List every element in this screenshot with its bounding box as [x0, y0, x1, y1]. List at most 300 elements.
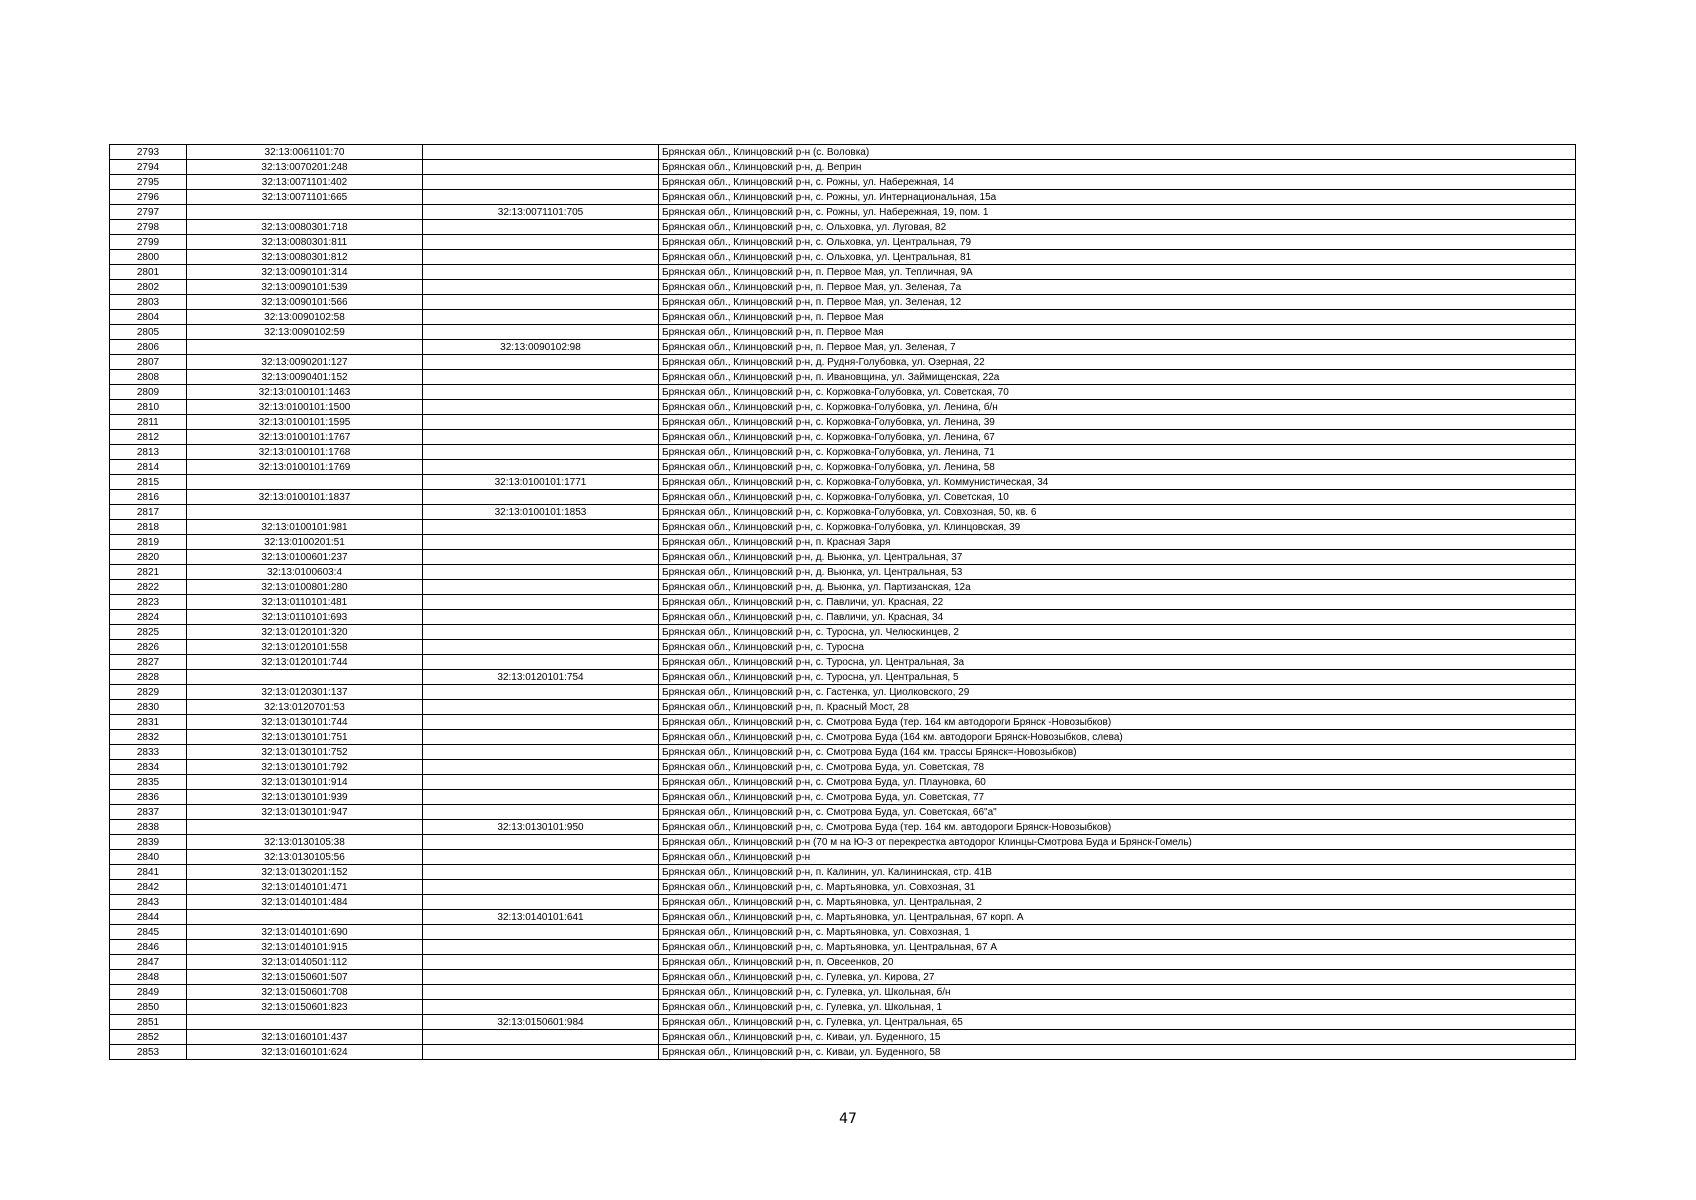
- cadastral-number-alt-cell: [423, 730, 659, 745]
- cadastral-number-cell: 32:13:0160101:437: [187, 1030, 423, 1045]
- cadastral-number-cell: 32:13:0120701:53: [187, 700, 423, 715]
- cadastral-number-cell: 32:13:0100101:1837: [187, 490, 423, 505]
- table-row: [110, 205, 1576, 220]
- cadastral-number-alt-cell: [423, 700, 659, 715]
- row-number-cell: 2849: [110, 985, 187, 1000]
- cadastral-number-alt-cell: [423, 715, 659, 730]
- table-row: [110, 595, 1576, 610]
- row-number-cell: 2841: [110, 865, 187, 880]
- row-number-cell: 2840: [110, 850, 187, 865]
- row-number-cell: 2810: [110, 400, 187, 415]
- cadastral-number-alt-cell: [423, 805, 659, 820]
- cadastral-number-cell: 32:13:0130101:947: [187, 805, 423, 820]
- cadastral-number-cell: 32:13:0100101:1768: [187, 445, 423, 460]
- cadastral-number-cell: 32:13:0150601:708: [187, 985, 423, 1000]
- table-row: [110, 250, 1576, 265]
- cadastral-number-cell: [187, 505, 423, 520]
- address-cell: Брянская обл., Клинцовский р-н, с. Ольховка, ул. Луговая, 82: [659, 220, 1576, 235]
- cadastral-number-alt-cell: [423, 625, 659, 640]
- row-number-cell: 2818: [110, 520, 187, 535]
- cadastral-number-alt-cell: [423, 745, 659, 760]
- row-number-cell: 2823: [110, 595, 187, 610]
- address-cell: Брянская обл., Клинцовский р-н, с. Мартьяновка, ул. Центральная, 67 корп. А: [659, 910, 1576, 925]
- cadastral-number-cell: 32:13:0100101:1769: [187, 460, 423, 475]
- cadastral-number-alt-cell: 32:13:0090102:98: [423, 340, 659, 355]
- address-cell: Брянская обл., Клинцовский р-н, с. Гулевка, ул. Школьная, б/н: [659, 985, 1576, 1000]
- table-row: [110, 220, 1576, 235]
- table-row: [110, 1000, 1576, 1015]
- address-cell: Брянская обл., Клинцовский р-н, д. Вьюнка, ул. Центральная, 53: [659, 565, 1576, 580]
- row-number-cell: 2817: [110, 505, 187, 520]
- cadastral-number-alt-cell: [423, 370, 659, 385]
- row-number-cell: 2819: [110, 535, 187, 550]
- cadastral-number-alt-cell: [423, 685, 659, 700]
- table-row: [110, 640, 1576, 655]
- row-number-cell: 2833: [110, 745, 187, 760]
- table-row: [110, 760, 1576, 775]
- cadastral-number-cell: 32:13:0071101:665: [187, 190, 423, 205]
- cadastral-number-cell: 32:13:0120101:320: [187, 625, 423, 640]
- row-number-cell: 2845: [110, 925, 187, 940]
- cadastral-number-cell: 32:13:0150601:823: [187, 1000, 423, 1015]
- row-number-cell: 2793: [110, 145, 187, 160]
- cadastral-number-alt-cell: [423, 520, 659, 535]
- cadastral-number-cell: 32:13:0090201:127: [187, 355, 423, 370]
- table-row: [110, 370, 1576, 385]
- cadastral-number-cell: 32:13:0100801:280: [187, 580, 423, 595]
- address-cell: Брянская обл., Клинцовский р-н, п. Красная Заря: [659, 535, 1576, 550]
- table-row: [110, 745, 1576, 760]
- table-row: [110, 235, 1576, 250]
- table-row: [110, 535, 1576, 550]
- address-cell: Брянская обл., Клинцовский р-н, с. Коржовка-Голубовка, ул. Ленина, 58: [659, 460, 1576, 475]
- cadastral-number-alt-cell: [423, 835, 659, 850]
- cadastral-number-cell: 32:13:0061101:70: [187, 145, 423, 160]
- cadastral-number-cell: 32:13:0100603:4: [187, 565, 423, 580]
- cadastral-number-cell: 32:13:0140101:471: [187, 880, 423, 895]
- cadastral-number-alt-cell: [423, 415, 659, 430]
- cadastral-number-alt-cell: [423, 535, 659, 550]
- address-cell: Брянская обл., Клинцовский р-н, п. Овсеенков, 20: [659, 955, 1576, 970]
- row-number-cell: 2820: [110, 550, 187, 565]
- cadastral-number-cell: 32:13:0130105:56: [187, 850, 423, 865]
- cadastral-number-cell: 32:13:0160101:624: [187, 1045, 423, 1060]
- address-cell: Брянская обл., Клинцовский р-н (с. Воловка): [659, 145, 1576, 160]
- row-number-cell: 2811: [110, 415, 187, 430]
- address-cell: Брянская обл., Клинцовский р-н, п. Первое Мая, ул. Зеленая, 12: [659, 295, 1576, 310]
- cadastral-number-cell: 32:13:0140101:484: [187, 895, 423, 910]
- cadastral-number-alt-cell: [423, 310, 659, 325]
- table-row: [110, 895, 1576, 910]
- row-number-cell: 2814: [110, 460, 187, 475]
- cadastral-number-alt-cell: [423, 490, 659, 505]
- row-number-cell: 2850: [110, 1000, 187, 1015]
- cadastral-number-alt-cell: [423, 955, 659, 970]
- cadastral-number-cell: 32:13:0100101:981: [187, 520, 423, 535]
- row-number-cell: 2805: [110, 325, 187, 340]
- table-row: [110, 190, 1576, 205]
- cadastral-number-cell: 32:13:0100201:51: [187, 535, 423, 550]
- cadastral-number-alt-cell: 32:13:0140101:641: [423, 910, 659, 925]
- cadastral-number-cell: 32:13:0130101:751: [187, 730, 423, 745]
- row-number-cell: 2847: [110, 955, 187, 970]
- cadastral-number-alt-cell: [423, 400, 659, 415]
- address-cell: Брянская обл., Клинцовский р-н, с. Гулевка, ул. Центральная, 65: [659, 1015, 1576, 1030]
- cadastral-number-alt-cell: [423, 790, 659, 805]
- address-cell: Брянская обл., Клинцовский р-н, с. Смотрова Буда, ул. Советская, 78: [659, 760, 1576, 775]
- row-number-cell: 2794: [110, 160, 187, 175]
- address-cell: Брянская обл., Клинцовский р-н, с. Павличи, ул. Красная, 34: [659, 610, 1576, 625]
- cadastral-number-cell: 32:13:0130101:752: [187, 745, 423, 760]
- table-row: [110, 700, 1576, 715]
- cadastral-number-cell: 32:13:0120101:744: [187, 655, 423, 670]
- row-number-cell: 2842: [110, 880, 187, 895]
- address-cell: Брянская обл., Клинцовский р-н, с. Мартьяновка, ул. Центральная, 67 А: [659, 940, 1576, 955]
- row-number-cell: 2838: [110, 820, 187, 835]
- address-cell: Брянская обл., Клинцовский р-н, с. Мартьяновка, ул. Совхозная, 1: [659, 925, 1576, 940]
- property-registry-table: [109, 144, 1576, 1060]
- row-number-cell: 2798: [110, 220, 187, 235]
- address-cell: Брянская обл., Клинцовский р-н: [659, 850, 1576, 865]
- cadastral-number-alt-cell: [423, 760, 659, 775]
- cadastral-number-alt-cell: [423, 880, 659, 895]
- cadastral-number-cell: 32:13:0110101:693: [187, 610, 423, 625]
- address-cell: Брянская обл., Клинцовский р-н, с. Коржовка-Голубовка, ул. Коммунистическая, 34: [659, 475, 1576, 490]
- cadastral-number-cell: 32:13:0130101:792: [187, 760, 423, 775]
- row-number-cell: 2853: [110, 1045, 187, 1060]
- table-row: [110, 970, 1576, 985]
- address-cell: Брянская обл., Клинцовский р-н, с. Смотрова Буда (тер. 164 км автодороги Брянск -Новозыбков): [659, 715, 1576, 730]
- address-cell: Брянская обл., Клинцовский р-н, с. Киваи, ул. Буденного, 58: [659, 1045, 1576, 1060]
- table-row: [110, 610, 1576, 625]
- row-number-cell: 2808: [110, 370, 187, 385]
- cadastral-number-alt-cell: [423, 220, 659, 235]
- cadastral-number-cell: 32:13:0090101:566: [187, 295, 423, 310]
- cadastral-number-cell: 32:13:0100101:1463: [187, 385, 423, 400]
- row-number-cell: 2837: [110, 805, 187, 820]
- table-row: [110, 790, 1576, 805]
- row-number-cell: 2797: [110, 205, 187, 220]
- address-cell: Брянская обл., Клинцовский р-н, п. Красный Мост, 28: [659, 700, 1576, 715]
- cadastral-number-cell: 32:13:0070201:248: [187, 160, 423, 175]
- cadastral-number-cell: 32:13:0120301:137: [187, 685, 423, 700]
- row-number-cell: 2821: [110, 565, 187, 580]
- cadastral-number-cell: [187, 340, 423, 355]
- cadastral-number-cell: 32:13:0080301:718: [187, 220, 423, 235]
- table-row: [110, 460, 1576, 475]
- cadastral-number-alt-cell: [423, 925, 659, 940]
- cadastral-number-cell: 32:13:0080301:812: [187, 250, 423, 265]
- address-cell: Брянская обл., Клинцовский р-н, с. Коржовка-Голубовка, ул. Совхозная, 50, кв. 6: [659, 505, 1576, 520]
- cadastral-number-cell: 32:13:0071101:402: [187, 175, 423, 190]
- cadastral-number-alt-cell: [423, 175, 659, 190]
- table-row: [110, 820, 1576, 835]
- table-row: [110, 985, 1576, 1000]
- address-cell: Брянская обл., Клинцовский р-н, с. Павличи, ул. Красная, 22: [659, 595, 1576, 610]
- row-number-cell: 2795: [110, 175, 187, 190]
- row-number-cell: 2812: [110, 430, 187, 445]
- address-cell: Брянская обл., Клинцовский р-н, д. Рудня-Голубовка, ул. Озерная, 22: [659, 355, 1576, 370]
- row-number-cell: 2846: [110, 940, 187, 955]
- cadastral-number-alt-cell: [423, 355, 659, 370]
- address-cell: Брянская обл., Клинцовский р-н, с. Смотрова Буда, ул. Плауновка, 60: [659, 775, 1576, 790]
- cadastral-number-alt-cell: 32:13:0120101:754: [423, 670, 659, 685]
- cadastral-number-cell: 32:13:0090101:539: [187, 280, 423, 295]
- address-cell: Брянская обл., Клинцовский р-н, с. Киваи, ул. Буденного, 15: [659, 1030, 1576, 1045]
- table-row: [110, 715, 1576, 730]
- cadastral-number-alt-cell: [423, 565, 659, 580]
- row-number-cell: 2852: [110, 1030, 187, 1045]
- cadastral-number-alt-cell: [423, 655, 659, 670]
- cadastral-number-cell: [187, 475, 423, 490]
- address-cell: Брянская обл., Клинцовский р-н, с. Рожны, ул. Набережная, 14: [659, 175, 1576, 190]
- address-cell: Брянская обл., Клинцовский р-н, с. Туросна, ул. Центральная, 5: [659, 670, 1576, 685]
- table-row: [110, 580, 1576, 595]
- row-number-cell: 2799: [110, 235, 187, 250]
- table-row: [110, 355, 1576, 370]
- row-number-cell: 2816: [110, 490, 187, 505]
- table-row: [110, 565, 1576, 580]
- cadastral-number-cell: 32:13:0090401:152: [187, 370, 423, 385]
- address-cell: Брянская обл., Клинцовский р-н, с. Мартьяновка, ул. Совхозная, 31: [659, 880, 1576, 895]
- table-row: [110, 445, 1576, 460]
- row-number-cell: 2813: [110, 445, 187, 460]
- address-cell: Брянская обл., Клинцовский р-н, с. Коржовка-Голубовка, ул. Советская, 10: [659, 490, 1576, 505]
- table-row: [110, 145, 1576, 160]
- table-row: [110, 325, 1576, 340]
- row-number-cell: 2836: [110, 790, 187, 805]
- row-number-cell: 2828: [110, 670, 187, 685]
- table-row: [110, 280, 1576, 295]
- cadastral-number-cell: [187, 670, 423, 685]
- table-row: [110, 520, 1576, 535]
- cadastral-number-alt-cell: [423, 250, 659, 265]
- cadastral-number-alt-cell: [423, 580, 659, 595]
- cadastral-number-cell: 32:13:0090102:58: [187, 310, 423, 325]
- cadastral-number-cell: [187, 1015, 423, 1030]
- table-row: [110, 925, 1576, 940]
- row-number-cell: 2803: [110, 295, 187, 310]
- row-number-cell: 2800: [110, 250, 187, 265]
- table-row: [110, 655, 1576, 670]
- cadastral-number-alt-cell: [423, 985, 659, 1000]
- table-row: [110, 835, 1576, 850]
- cadastral-number-cell: [187, 910, 423, 925]
- table-row: [110, 505, 1576, 520]
- cadastral-number-cell: 32:13:0120101:558: [187, 640, 423, 655]
- cadastral-number-cell: 32:13:0140501:112: [187, 955, 423, 970]
- address-cell: Брянская обл., Клинцовский р-н, с. Коржовка-Голубовка, ул. Советская, 70: [659, 385, 1576, 400]
- cadastral-number-alt-cell: [423, 1030, 659, 1045]
- address-cell: Брянская обл., Клинцовский р-н, с. Туросна: [659, 640, 1576, 655]
- row-number-cell: 2807: [110, 355, 187, 370]
- table-row: [110, 415, 1576, 430]
- row-number-cell: 2824: [110, 610, 187, 625]
- table-row: [110, 850, 1576, 865]
- cadastral-number-alt-cell: [423, 850, 659, 865]
- row-number-cell: 2830: [110, 700, 187, 715]
- table-row: [110, 625, 1576, 640]
- address-cell: Брянская обл., Клинцовский р-н, с. Ольховка, ул. Центральная, 81: [659, 250, 1576, 265]
- cadastral-number-alt-cell: [423, 595, 659, 610]
- table-row: [110, 295, 1576, 310]
- cadastral-number-alt-cell: [423, 265, 659, 280]
- cadastral-number-cell: 32:13:0130201:152: [187, 865, 423, 880]
- row-number-cell: 2809: [110, 385, 187, 400]
- row-number-cell: 2827: [110, 655, 187, 670]
- cadastral-number-alt-cell: [423, 940, 659, 955]
- cadastral-number-alt-cell: 32:13:0100101:1771: [423, 475, 659, 490]
- cadastral-number-alt-cell: [423, 280, 659, 295]
- address-cell: Брянская обл., Клинцовский р-н, п. Первое Мая, ул. Тепличная, 9А: [659, 265, 1576, 280]
- table-row: [110, 475, 1576, 490]
- address-cell: Брянская обл., Клинцовский р-н, д. Вьюнка, ул. Центральная, 37: [659, 550, 1576, 565]
- address-cell: Брянская обл., Клинцовский р-н, с. Коржовка-Голубовка, ул. Ленина, 71: [659, 445, 1576, 460]
- row-number-cell: 2796: [110, 190, 187, 205]
- cadastral-number-alt-cell: [423, 145, 659, 160]
- page-number: 47: [839, 1111, 857, 1127]
- table-row: [110, 730, 1576, 745]
- table-row: [110, 940, 1576, 955]
- cadastral-number-cell: [187, 820, 423, 835]
- row-number-cell: 2832: [110, 730, 187, 745]
- cadastral-number-cell: 32:13:0140101:915: [187, 940, 423, 955]
- table-row: [110, 550, 1576, 565]
- table-row: [110, 880, 1576, 895]
- address-cell: Брянская обл., Клинцовский р-н, с. Смотрова Буда (164 км. трассы Брянск=-Новозыбков): [659, 745, 1576, 760]
- table-row: [110, 310, 1576, 325]
- row-number-cell: 2804: [110, 310, 187, 325]
- cadastral-number-alt-cell: [423, 610, 659, 625]
- cadastral-number-alt-cell: [423, 640, 659, 655]
- address-cell: Брянская обл., Клинцовский р-н, с. Смотрова Буда (тер. 164 км. автодороги Брянск-Новозыбков): [659, 820, 1576, 835]
- table-row: [110, 865, 1576, 880]
- cadastral-number-cell: 32:13:0100101:1500: [187, 400, 423, 415]
- cadastral-number-cell: 32:13:0100101:1767: [187, 430, 423, 445]
- table-row: [110, 910, 1576, 925]
- address-cell: Брянская обл., Клинцовский р-н, с. Гулевка, ул. Школьная, 1: [659, 1000, 1576, 1015]
- row-number-cell: 2843: [110, 895, 187, 910]
- address-cell: Брянская обл., Клинцовский р-н, с. Туросна, ул. Челюскинцев, 2: [659, 625, 1576, 640]
- cadastral-number-cell: [187, 205, 423, 220]
- registry-table-body: [110, 145, 1576, 1060]
- address-cell: Брянская обл., Клинцовский р-н, п. Первое Мая: [659, 325, 1576, 340]
- table-row: [110, 265, 1576, 280]
- address-cell: Брянская обл., Клинцовский р-н, п. Ивановщина, ул. Займищенская, 22а: [659, 370, 1576, 385]
- address-cell: Брянская обл., Клинцовский р-н, с. Смотрова Буда, ул. Советская, 66"а": [659, 805, 1576, 820]
- row-number-cell: 2829: [110, 685, 187, 700]
- table-row: [110, 1030, 1576, 1045]
- address-cell: Брянская обл., Клинцовский р-н, с. Коржовка-Голубовка, ул. Ленина, б/н: [659, 400, 1576, 415]
- row-number-cell: 2851: [110, 1015, 187, 1030]
- row-number-cell: 2815: [110, 475, 187, 490]
- cadastral-number-alt-cell: 32:13:0130101:950: [423, 820, 659, 835]
- address-cell: Брянская обл., Клинцовский р-н, с. Рожны, ул. Набережная, 19, пом. 1: [659, 205, 1576, 220]
- row-number-cell: 2839: [110, 835, 187, 850]
- row-number-cell: 2834: [110, 760, 187, 775]
- table-row: [110, 775, 1576, 790]
- table-row: [110, 685, 1576, 700]
- cadastral-number-cell: 32:13:0090102:59: [187, 325, 423, 340]
- cadastral-number-alt-cell: [423, 385, 659, 400]
- row-number-cell: 2835: [110, 775, 187, 790]
- address-cell: Брянская обл., Клинцовский р-н, с. Гулевка, ул. Кирова, 27: [659, 970, 1576, 985]
- table-row: [110, 805, 1576, 820]
- cadastral-number-cell: 32:13:0150601:507: [187, 970, 423, 985]
- row-number-cell: 2822: [110, 580, 187, 595]
- table-row: [110, 670, 1576, 685]
- cadastral-number-alt-cell: [423, 895, 659, 910]
- row-number-cell: 2825: [110, 625, 187, 640]
- address-cell: Брянская обл., Клинцовский р-н, с. Коржовка-Голубовка, ул. Ленина, 39: [659, 415, 1576, 430]
- table-row: [110, 340, 1576, 355]
- cadastral-number-alt-cell: [423, 775, 659, 790]
- address-cell: Брянская обл., Клинцовский р-н, д. Вьюнка, ул. Партизанская, 12а: [659, 580, 1576, 595]
- cadastral-number-alt-cell: [423, 1045, 659, 1060]
- cadastral-number-cell: 32:13:0130105:38: [187, 835, 423, 850]
- row-number-cell: 2801: [110, 265, 187, 280]
- address-cell: Брянская обл., Клинцовский р-н, д. Веприн: [659, 160, 1576, 175]
- cadastral-number-alt-cell: 32:13:0071101:705: [423, 205, 659, 220]
- cadastral-number-cell: 32:13:0090101:314: [187, 265, 423, 280]
- cadastral-number-alt-cell: 32:13:0100101:1853: [423, 505, 659, 520]
- cadastral-number-cell: 32:13:0100101:1595: [187, 415, 423, 430]
- cadastral-number-alt-cell: [423, 550, 659, 565]
- cadastral-number-cell: 32:13:0100601:237: [187, 550, 423, 565]
- table-row: [110, 430, 1576, 445]
- table-row: [110, 385, 1576, 400]
- address-cell: Брянская обл., Клинцовский р-н (70 м на Ю-З от перекрестка автодорог Клинцы-Смотрова Буда и Брянск-Гомель): [659, 835, 1576, 850]
- table-row: [110, 400, 1576, 415]
- address-cell: Брянская обл., Клинцовский р-н, с. Смотрова Буда (164 км. автодороги Брянск-Новозыбков, слева): [659, 730, 1576, 745]
- row-number-cell: 2844: [110, 910, 187, 925]
- cadastral-number-alt-cell: [423, 190, 659, 205]
- cadastral-number-alt-cell: [423, 295, 659, 310]
- address-cell: Брянская обл., Клинцовский р-н, п. Первое Мая: [659, 310, 1576, 325]
- row-number-cell: 2831: [110, 715, 187, 730]
- address-cell: Брянская обл., Клинцовский р-н, с. Коржовка-Голубовка, ул. Ленина, 67: [659, 430, 1576, 445]
- address-cell: Брянская обл., Клинцовский р-н, п. Калинин, ул. Калининская, стр. 41В: [659, 865, 1576, 880]
- row-number-cell: 2806: [110, 340, 187, 355]
- cadastral-number-alt-cell: [423, 445, 659, 460]
- cadastral-number-cell: 32:13:0140101:690: [187, 925, 423, 940]
- cadastral-number-alt-cell: [423, 865, 659, 880]
- cadastral-number-cell: 32:13:0110101:481: [187, 595, 423, 610]
- cadastral-number-alt-cell: 32:13:0150601:984: [423, 1015, 659, 1030]
- address-cell: Брянская обл., Клинцовский р-н, с. Мартьяновка, ул. Центральная, 2: [659, 895, 1576, 910]
- address-cell: Брянская обл., Клинцовский р-н, с. Рожны, ул. Интернациональная, 15а: [659, 190, 1576, 205]
- cadastral-number-cell: 32:13:0130101:939: [187, 790, 423, 805]
- cadastral-number-cell: 32:13:0130101:744: [187, 715, 423, 730]
- cadastral-number-cell: 32:13:0080301:811: [187, 235, 423, 250]
- cadastral-number-alt-cell: [423, 460, 659, 475]
- address-cell: Брянская обл., Клинцовский р-н, с. Смотрова Буда, ул. Советская, 77: [659, 790, 1576, 805]
- row-number-cell: 2802: [110, 280, 187, 295]
- row-number-cell: 2848: [110, 970, 187, 985]
- cadastral-number-alt-cell: [423, 325, 659, 340]
- cadastral-number-alt-cell: [423, 160, 659, 175]
- address-cell: Брянская обл., Клинцовский р-н, с. Гастенка, ул. Циолковского, 29: [659, 685, 1576, 700]
- cadastral-number-alt-cell: [423, 970, 659, 985]
- table-row: [110, 490, 1576, 505]
- table-row: [110, 1045, 1576, 1060]
- table-row: [110, 1015, 1576, 1030]
- cadastral-number-alt-cell: [423, 235, 659, 250]
- address-cell: Брянская обл., Клинцовский р-н, п. Первое Мая, ул. Зеленая, 7а: [659, 280, 1576, 295]
- address-cell: Брянская обл., Клинцовский р-н, с. Туросна, ул. Центральная, 3а: [659, 655, 1576, 670]
- row-number-cell: 2826: [110, 640, 187, 655]
- cadastral-number-alt-cell: [423, 430, 659, 445]
